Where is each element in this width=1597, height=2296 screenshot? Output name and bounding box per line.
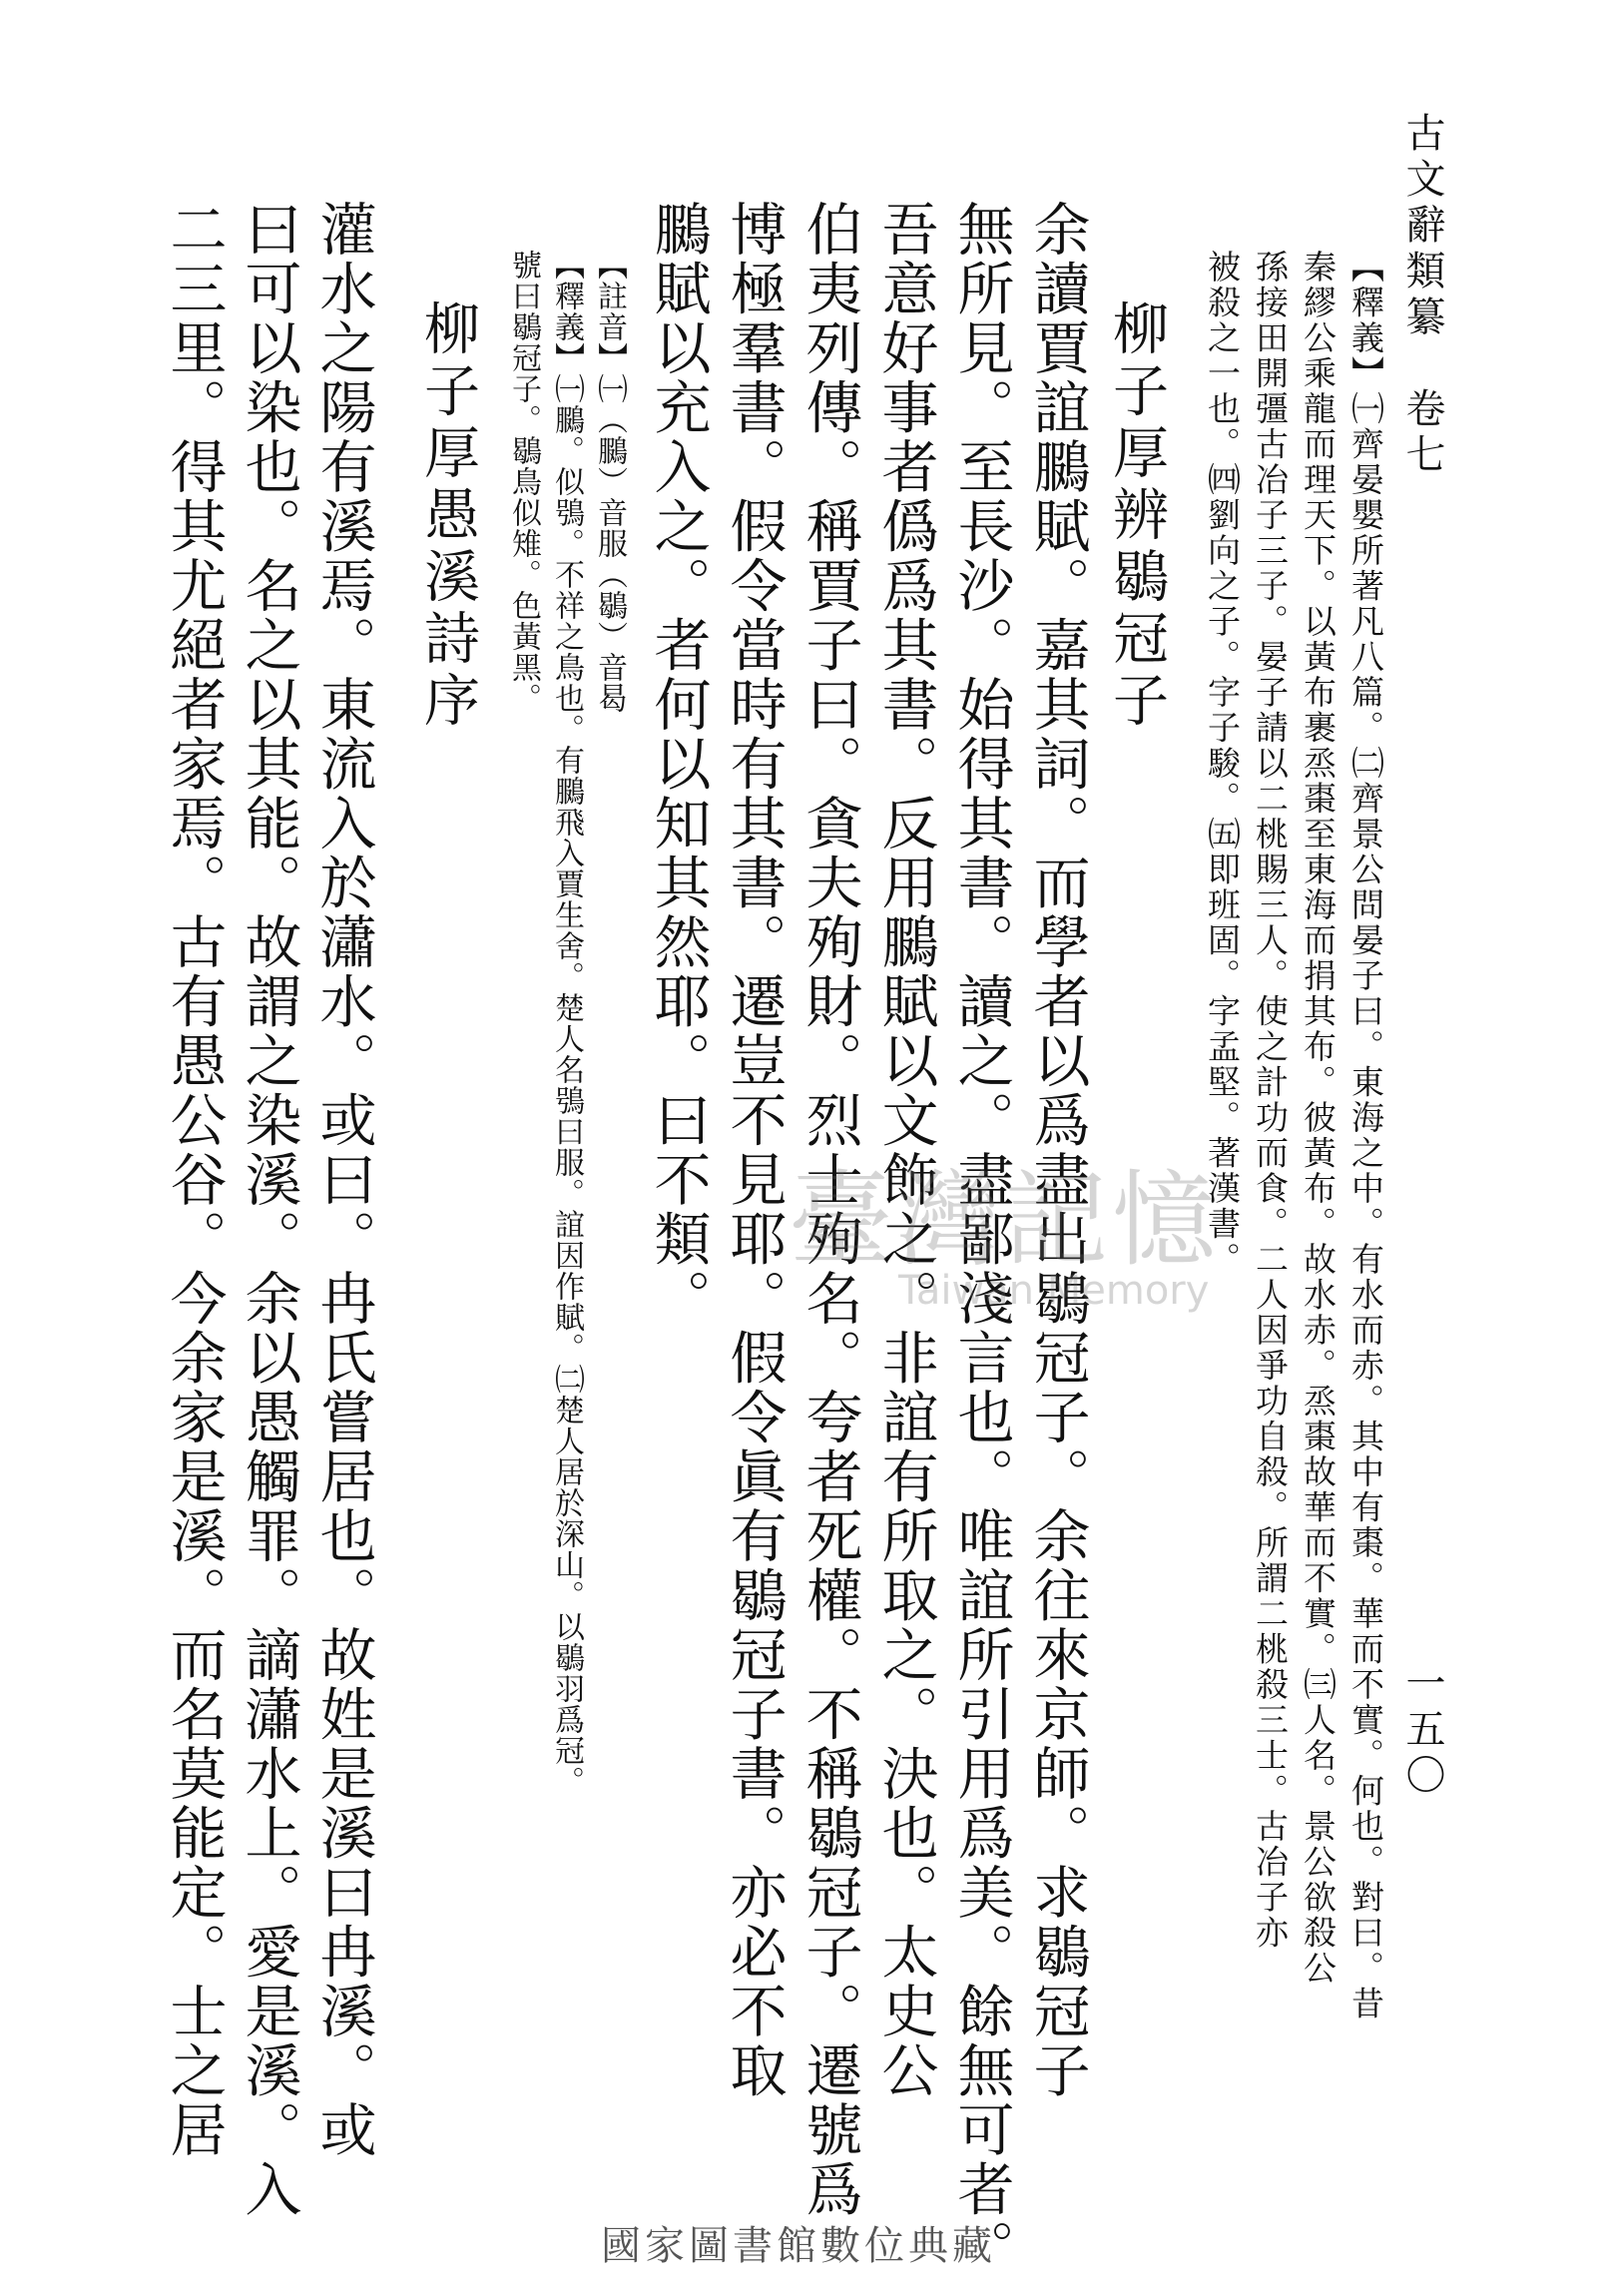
watermark-english: Taiwan Memory [898, 1268, 1210, 1314]
essay2-line-2: 曰可以染也。名之以其能。故謂之染溪。余以愚觸罪。謫瀟水上。愛是溪。入 [236, 200, 301, 2219]
essay1-gloss-line-1: 【釋義】㈠鵩。似鴞。不祥之鳥也。有鵩飛入賈生舍。楚人名鴞曰服。誼因作賦。㈡楚人居於深山。以鶡羽爲冠。 [549, 250, 584, 1797]
essay1-line-2: 無所見。至長沙。始得其書。讀之。盡鄙淺言也。唯誼所引用爲美。餘無可者。 [948, 200, 1014, 2279]
prev-note-line-2: 秦繆公乘龍而理天下。以黃布裹烝棗至東海而捐其布。彼黃布。故水赤。烝棗故華而不實。㈢人名。景公欲殺公 [1299, 250, 1337, 1987]
essay1-line-4: 伯夷列傳。稱賈子曰。貪夫殉財。烈士殉名。夸者死權。不稱鶡冠子。遷號爲 [797, 200, 862, 2219]
library-credit: 國家圖書館數位典藏 [601, 2223, 996, 2269]
prev-note-line-1: 【釋義】㈠齊晏嬰所著凡八篇。㈡齊景公問晏子曰。東海之中。有水而赤。其中有棗。華而不實。何也。對曰。昔 [1346, 250, 1385, 2021]
book-title: 古文辭類纂 卷七 [1399, 112, 1445, 479]
prev-note-line-3: 孫接田開彊古冶子三子。晏子請以二桃賜三人。使之計功而食。二人因爭功自殺。所謂二桃殺三士。古冶子亦 [1251, 250, 1290, 1951]
essay1-pronunciation-note: 【註音】㈠（鵩）音服（鶡）音曷 [592, 250, 627, 714]
prev-note-line-4: 被殺之一也。㈣劉向之子。字子駿。㈤即班固。字孟堅。著漢書。 [1203, 250, 1242, 1278]
essay2-line-1: 灌水之陽有溪焉。東流入於瀟水。或曰。冉氏嘗居也。故姓是溪曰冉溪。或 [310, 200, 376, 2160]
essay1-line-1: 余讀賈誼鵩賦。嘉其詞。而學者以爲盡出鶡冠子。余往來京師。求鶡冠子 [1024, 200, 1090, 2100]
essay2-line-3: 二三里。得其尤絕者家焉。古有愚公谷。今余家是溪。而名莫能定。士之居 [161, 200, 227, 2160]
essay2-title: 柳子厚愚溪詩序 [415, 299, 480, 733]
essay1-line-6: 鵩賦以充入之。者何以知其然耶。曰不類。 [645, 200, 711, 1329]
page-number: 一五〇 [1399, 1662, 1445, 1800]
essay1-title: 柳子厚辨鶡冠子 [1104, 299, 1169, 733]
essay1-line-5: 博極羣書。假令當時有其書。遷豈不見耶。假令眞有鶡冠子書。亦必不取 [721, 200, 787, 2100]
essay1-line-3: 吾意好事者僞爲其書。反用鵩賦以文飾之。非誼有所取之。決也。太史公 [872, 200, 938, 2100]
watermark-chinese: 臺灣記憶 [789, 1159, 1221, 1281]
essay1-gloss-line-2: 號曰鶡冠子。鶡鳥似雉。色黃黑。 [506, 250, 541, 714]
